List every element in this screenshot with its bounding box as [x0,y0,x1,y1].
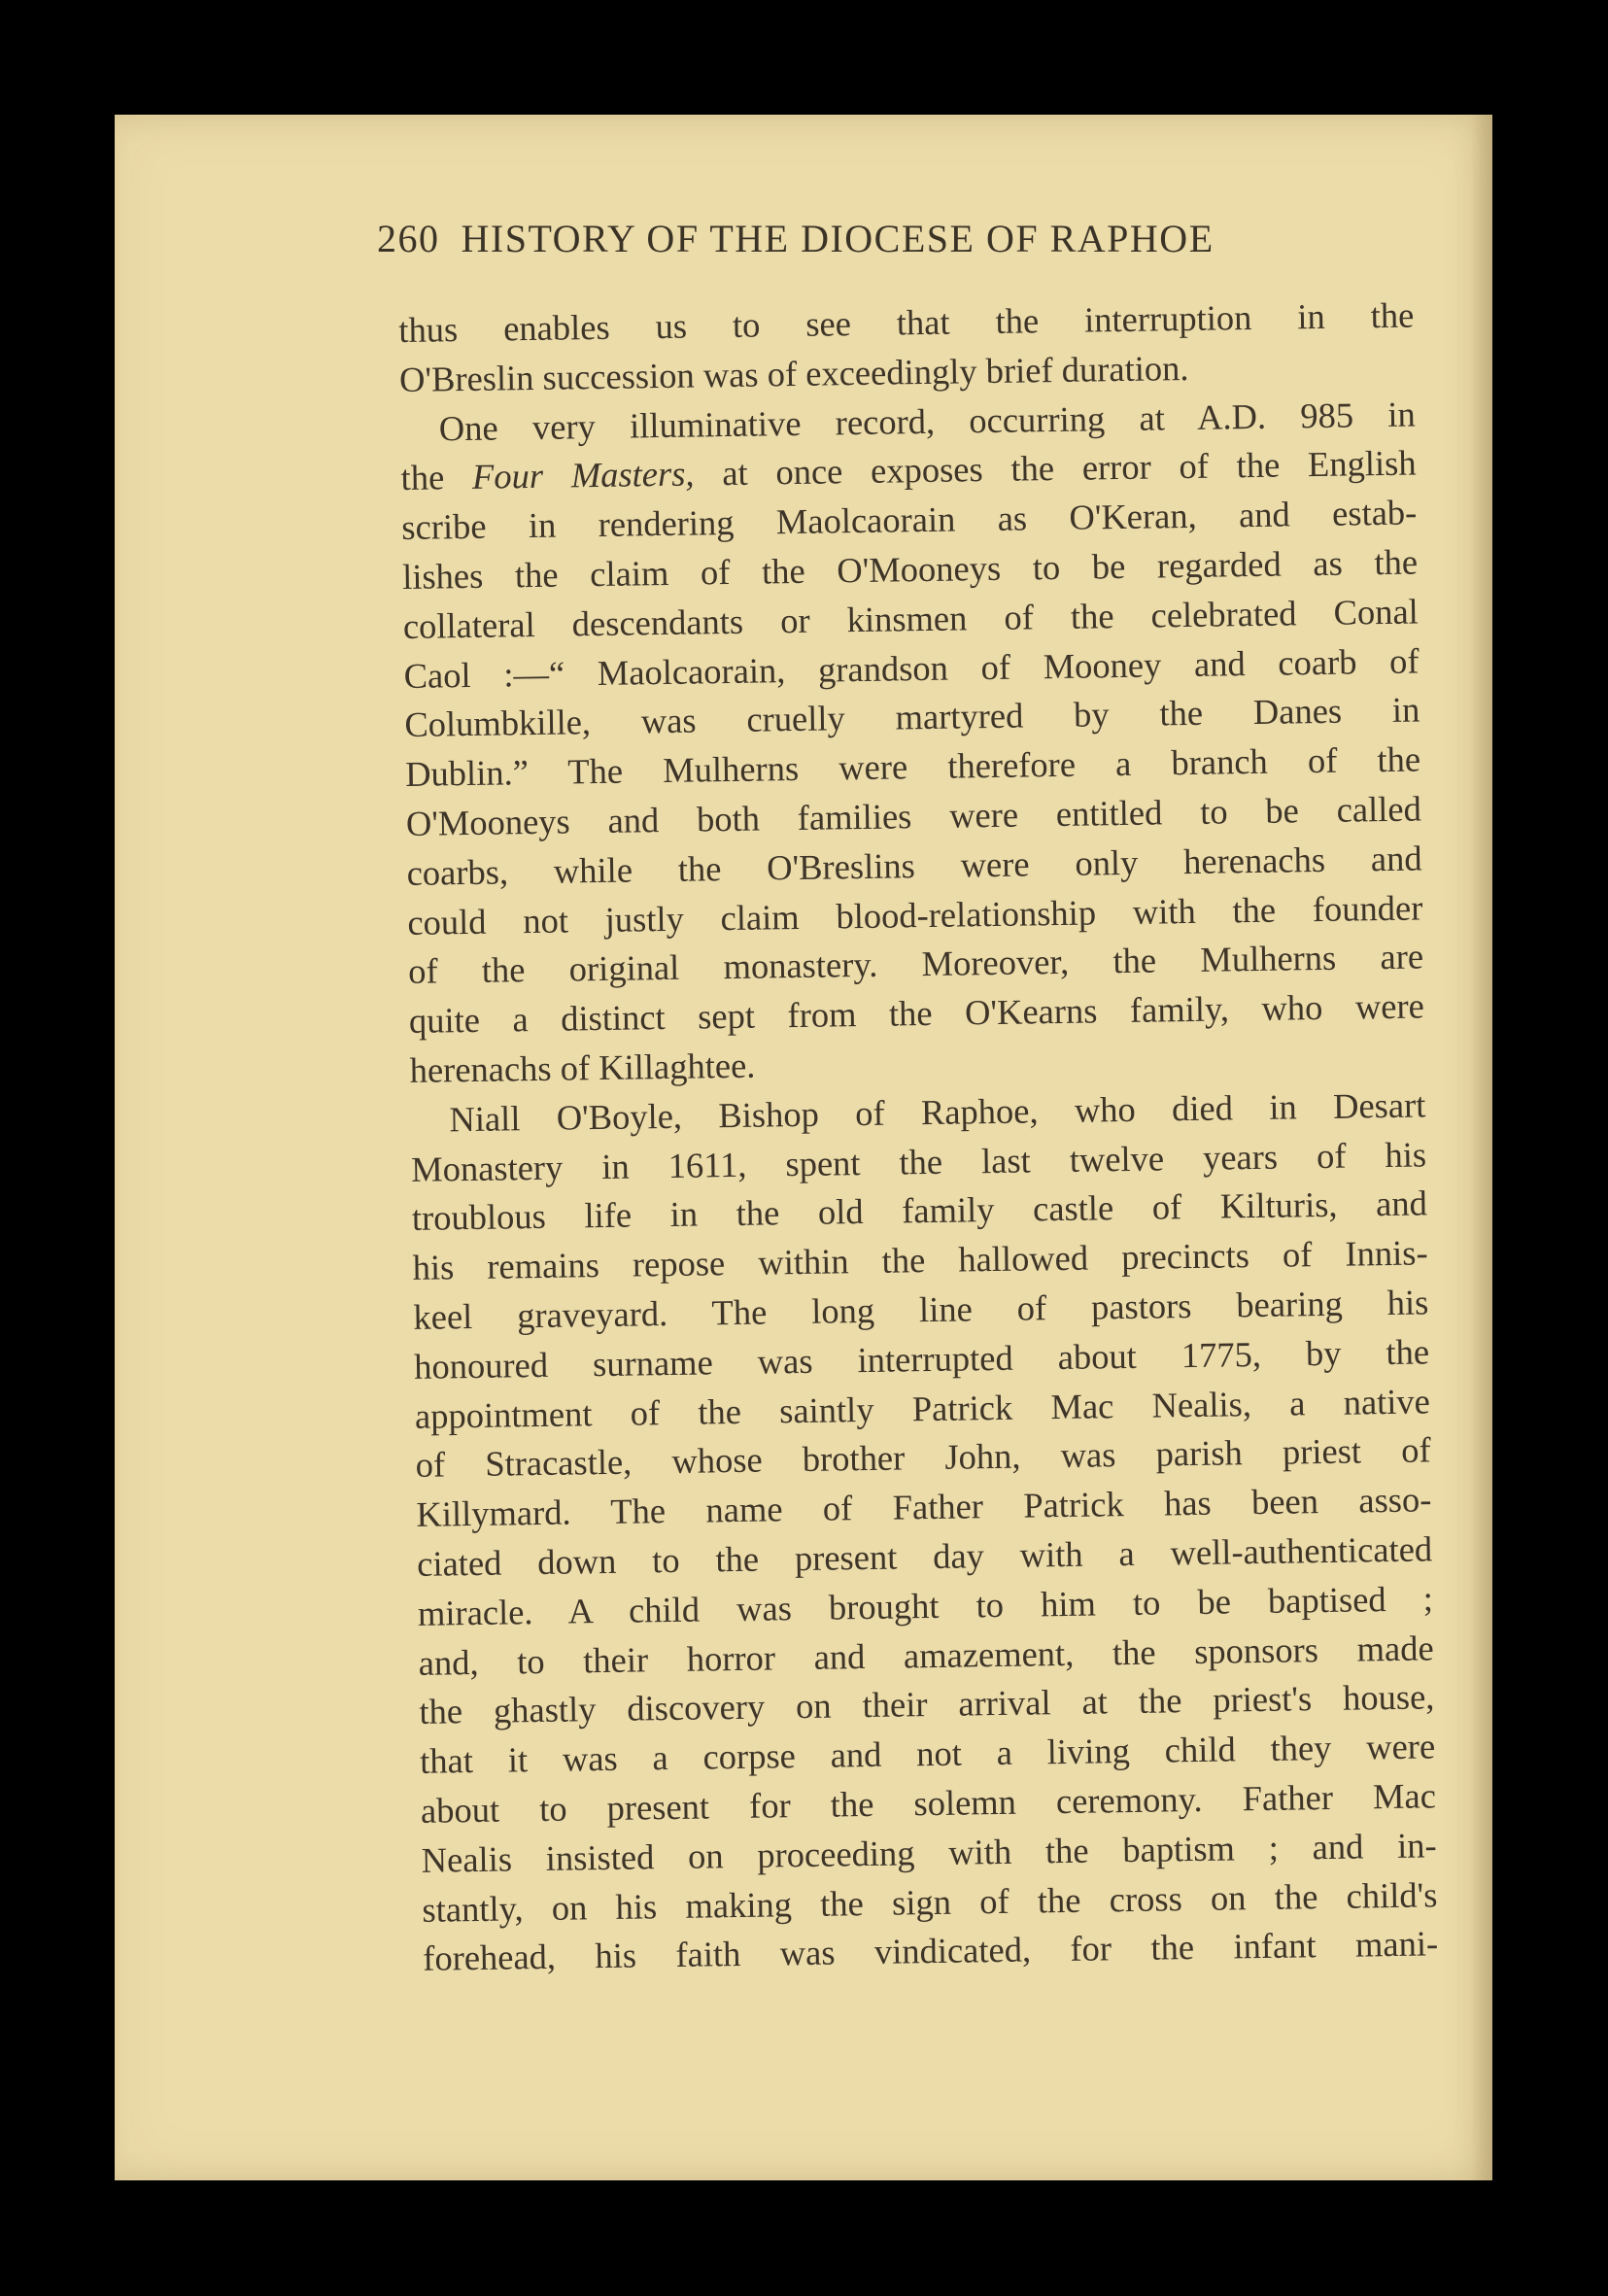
text-line: that it was a corpse and not a living child they were [419,1726,1436,1781]
text-line: ciated down to the present day with a well-authenticated [416,1528,1433,1584]
running-header [377,216,1378,261]
page-edge-shadow [1471,115,1492,2180]
text-line: Nealis insisted on proceeding with the baptism ; and in- [421,1825,1437,1880]
text-line: Columbkille, was cruelly martyred by the Danes in [404,689,1420,745]
text-line: the ghastly discovery on their arrival at the priest's house, [419,1676,1435,1732]
text-line: Killymard. The name of Father Patrick has been asso- [416,1479,1432,1534]
text-line: troublous life in the old family castle of Kilturis, and [411,1182,1428,1239]
text-line: coarbs, while the O'Breslins were only herenachs and [406,838,1422,893]
italic-title: Four Masters, [471,453,695,497]
text-line: miracle. A child was brought to him to be baptised ; [417,1578,1434,1633]
text-line: stantly, on his making the sign of the cross on the child's [422,1873,1438,1930]
text-line: thus enables us to see that the interruption in the [398,294,1415,350]
page-number: 260 [377,217,440,260]
text-line: and, to their horror and amazement, the sponsors made [418,1627,1434,1683]
text-line: honoured surname was interrupted about 1775, by the [413,1331,1430,1387]
text-line: One very illuminative record, occurring at A.D. 985 in [438,394,1417,448]
text-line: collateral descendants or kinsmen of the celebrated Conal [402,591,1420,646]
text-line: Caol :—“ Maolcaorain, grandson of Mooney and coarb of [403,640,1420,696]
text-line: forehead, his faith was vindicated, for the infant mani- [422,1923,1439,1979]
text-line: keel graveyard. The long line of pastors bearing his [413,1282,1429,1337]
body-text [398,291,1439,1983]
text-line: Dublin.” The Mulherns were therefore a branch of the [404,738,1421,795]
text-line: the Four Masters, at once exposes the error of the English [400,442,1417,498]
text-line: Monastery in 1611, spent the last twelve years of his [410,1133,1427,1189]
text-line: quite a distinct sept from the O'Kearns family, who were [408,985,1425,1042]
running-title: HISTORY OF THE DIOCESE OF RAPHOE [461,217,1215,260]
text-line: about to present for the solemn ceremony. Father Mac [420,1775,1437,1831]
text-line: herenachs of Killaghtee. [409,1045,756,1090]
text-line: scribe in rendering Maolcaorain as O'Keran, and estab- [401,492,1418,548]
text-line: O'Breslin succession was of exceedingly brief duration. [398,347,1189,399]
text-line: lishes the claim of the O'Mooneys to be regarded as the [401,541,1419,597]
text-line: could not justly claim blood-relationship with the founder [407,886,1423,942]
text-line: of Stracastle, whose brother John, was parish priest of [415,1429,1431,1486]
text-line: of the original monastery. Moreover, the Mulherns are [407,936,1424,992]
text-line: appointment of the saintly Patrick Mac Nealis, a native [414,1380,1431,1436]
text-line: his remains repose within the hallowed precincts of Innis- [412,1232,1428,1288]
text-line: Niall O'Boyle, Bishop of Raphoe, who died in Desart [449,1084,1426,1140]
text-line: O'Mooneys and both families were entitled to be called [405,788,1422,843]
